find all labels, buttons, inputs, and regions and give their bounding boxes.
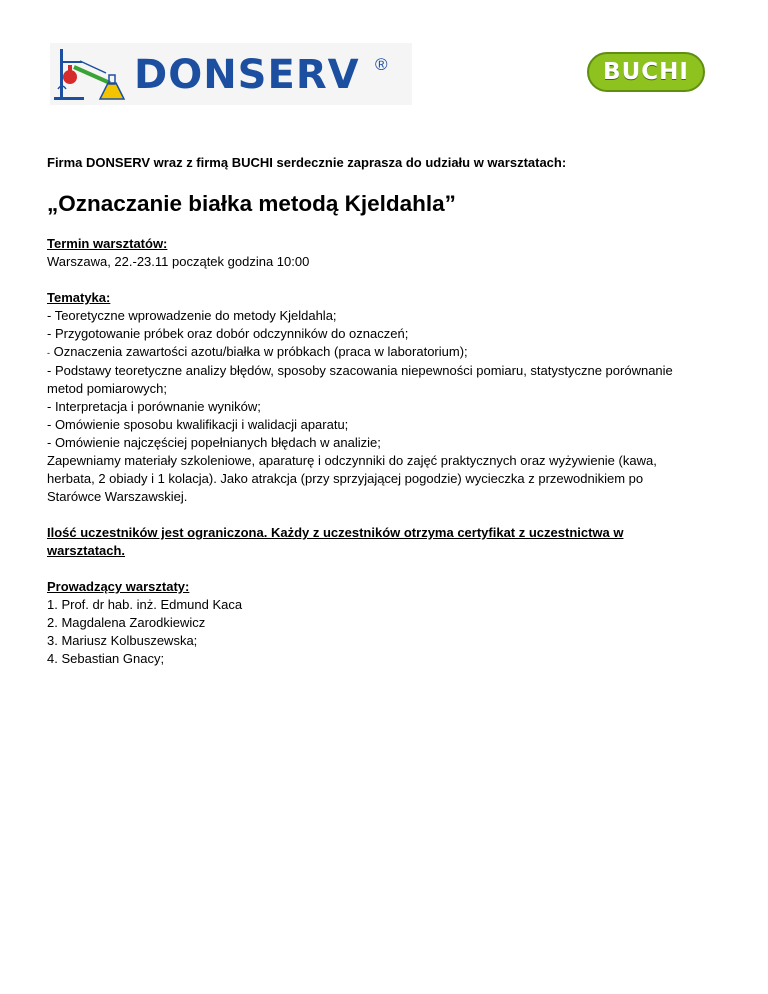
tematyka-item: - Teoretyczne wprowadzenie do metody Kjeldahla; (47, 308, 337, 323)
tematyka-item: metod pomiarowych; (47, 381, 167, 396)
donserv-wordmark: DONSERV (134, 52, 360, 98)
tematyka-item: - Interpretacja i porównanie wyników; (47, 399, 261, 414)
termin-text: Warszawa, 22.-23.11 początek godzina 10:00 (47, 254, 310, 269)
tematyka-item: Zapewniamy materiały szkoleniowe, aparaturę i odczynniki do zajęć praktycznych oraz wyżywienie (kawa, (47, 453, 657, 468)
instructor-item: 2. Magdalena Zarodkiewicz (47, 615, 206, 630)
buchi-wordmark: BUCHI (603, 59, 689, 85)
termin-heading: Termin warsztatów: (47, 236, 168, 251)
small-dash: - (47, 348, 50, 358)
tematyka-heading: Tematyka: (47, 290, 111, 305)
tematyka-item: herbata, 2 obiady i 1 kolacja). Jako atrakcja (przy sprzyjającej pogodzie) wycieczka z przewodnikiem po (47, 471, 644, 486)
tematyka-item: - Przygotowanie próbek oraz dobór odczynników do oznaczeń; (47, 326, 409, 341)
instructor-item: 4. Sebastian Gnacy; (47, 651, 165, 666)
lab-glassware-icon (50, 43, 134, 105)
workshop-title: „Oznaczanie białka metodą Kjeldahla” (47, 191, 456, 216)
tematyka-item: - Oznaczenia zawartości azotu/białka w próbkach (praca w laboratorium); (47, 344, 468, 359)
prowadzacy-heading: Prowadzący warsztaty: (47, 579, 190, 594)
tematyka-item: - Omówienie najczęściej popełnianych błędach w analizie; (47, 435, 381, 450)
participants-notice: Ilość uczestników jest ograniczona. Każdy z uczestników otrzyma certyfikat z uczestnictwa w (47, 525, 624, 540)
instructor-item: 1. Prof. dr hab. inż. Edmund Kaca (47, 597, 243, 612)
document-body (47, 154, 687, 668)
buchi-logo (587, 52, 705, 92)
instructor-item: 3. Mariusz Kolbuszewska; (47, 633, 198, 648)
registered-mark: ® (375, 55, 388, 74)
invitation-line: Firma DONSERV wraz z firmą BUCHI serdecznie zaprasza do udziału w warsztatach: (47, 155, 567, 170)
donserv-logo (50, 43, 412, 105)
tematyka-item: - Podstawy teoretyczne analizy błędów, sposoby szacowania niepewności pomiaru, statystyczne porównanie (47, 363, 673, 378)
participants-notice: warsztatach. (47, 543, 126, 558)
tematyka-item: Starówce Warszawskiej. (47, 489, 188, 504)
tematyka-item: - Omówienie sposobu kwalifikacji i walidacji aparatu; (47, 417, 349, 432)
